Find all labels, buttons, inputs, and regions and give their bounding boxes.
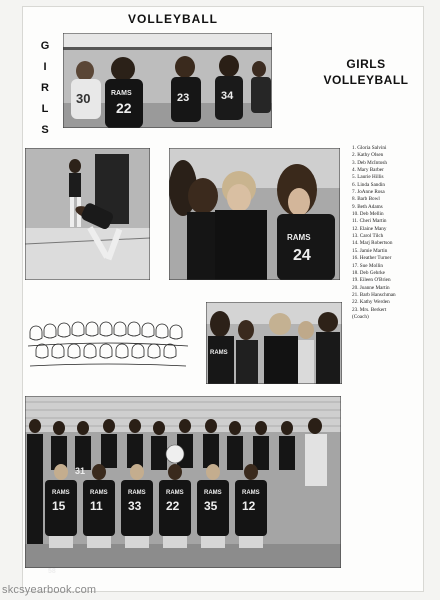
roster-entry: 17. Sue Mollin [352, 262, 383, 269]
photo-team-group [25, 396, 341, 568]
jersey-number: 35 [204, 499, 218, 513]
roster-entry: 16. Heather Turner [352, 255, 392, 262]
roster-entry: 9. Beth Adams [352, 203, 383, 210]
roster-entry: (Coach) [352, 313, 369, 320]
roster-entry: 4. Mary Barber [352, 167, 384, 174]
roster-entry: 15. Jamie Martin [352, 247, 388, 254]
page-title: VOLLEYBALL [128, 12, 218, 26]
player-head [92, 464, 106, 480]
photo-players-court [63, 33, 272, 128]
jersey-number: 15 [52, 499, 66, 513]
team-name: RAMS [52, 490, 70, 496]
player-head [54, 464, 68, 480]
roster-entry: 1. Gloria Salvini [352, 145, 387, 151]
player-knees [49, 536, 73, 548]
team-name: RAMS [210, 350, 228, 356]
roster-entry: 21. Barb Hanschman [352, 291, 396, 298]
team-photo-key-drawing [26, 320, 190, 368]
roster-entry: 20. Joanne Martin [352, 284, 390, 291]
jersey-number: 31 [75, 466, 86, 476]
team-name: RAMS [166, 490, 184, 496]
jersey-number: 12 [242, 499, 256, 513]
watermark-text: skcsyearbook.com [2, 584, 97, 596]
roster-entry: 18. Deb Gehrke [352, 269, 385, 276]
jersey-number: 22 [166, 499, 180, 513]
jersey-number: 23 [177, 92, 190, 104]
photo-player-serving [25, 148, 150, 280]
roster-entry: 19. Eileen O'Brien [352, 277, 391, 284]
vertical-title-letter: I [43, 61, 47, 73]
team-name: RAMS [128, 490, 146, 496]
section-heading-line: VOLLEYBALL [323, 73, 409, 87]
jersey-number: 34 [221, 90, 234, 102]
photo-players-bench [169, 148, 340, 280]
player-head [130, 464, 144, 480]
jersey-number: 22 [116, 100, 132, 116]
roster-entry: 7. JoAnne Rosa [352, 189, 385, 196]
roster-entry: 23. Mrs. Berkert [352, 306, 387, 313]
player-head [168, 464, 182, 480]
vertical-title-letter: R [41, 82, 49, 94]
vertical-title-letter: S [41, 124, 49, 136]
team-name: RAMS [111, 90, 132, 97]
team-name: RAMS [90, 490, 108, 496]
vertical-title-letter: G [40, 40, 50, 52]
roster-entry: 6. Linda Sandin [352, 181, 385, 188]
roster-entry: 14. Marj Robertson [352, 240, 393, 247]
section-heading [318, 56, 414, 88]
jersey-number: 11 [90, 499, 103, 513]
team-name: RAMS [204, 490, 222, 496]
roster-entry: 5. Laurie Hillis [352, 174, 384, 181]
roster-list [352, 145, 422, 321]
jersey-number: 24 [293, 247, 311, 264]
player-knees [87, 536, 111, 548]
player-head [206, 464, 220, 480]
player-knees [125, 536, 149, 548]
vertical-title-letter: L [41, 103, 49, 115]
roster-entry: 13. Carol Tilch [352, 233, 384, 240]
roster-entry: 22. Kathy Werden [352, 299, 390, 306]
roster-entry: 12. Elaine Many [352, 225, 387, 232]
roster-entry: 2. Kathy Olsen [352, 152, 384, 159]
roster-entry: 3. Deb McIntosh [352, 159, 388, 166]
team-name: RAMS [242, 490, 260, 496]
player-head [244, 464, 258, 480]
player-knees [163, 536, 187, 548]
page-number: 58 [48, 568, 56, 575]
jersey-number: 30 [76, 91, 91, 106]
photo-coach-huddle [206, 302, 342, 384]
section-heading-line: GIRLS [346, 57, 386, 71]
roster-entry: 11. Cheri Martin [352, 218, 387, 225]
roster-entry: 8. Barb Bowl [352, 196, 380, 203]
jersey-number: 33 [128, 499, 142, 513]
player-knees [239, 536, 263, 548]
vertical-title [40, 36, 50, 141]
volleyball [166, 445, 184, 463]
player-knees [201, 536, 225, 548]
roster-entry: 10. Deb Mellin [352, 211, 384, 218]
team-name: RAMS [287, 233, 311, 242]
